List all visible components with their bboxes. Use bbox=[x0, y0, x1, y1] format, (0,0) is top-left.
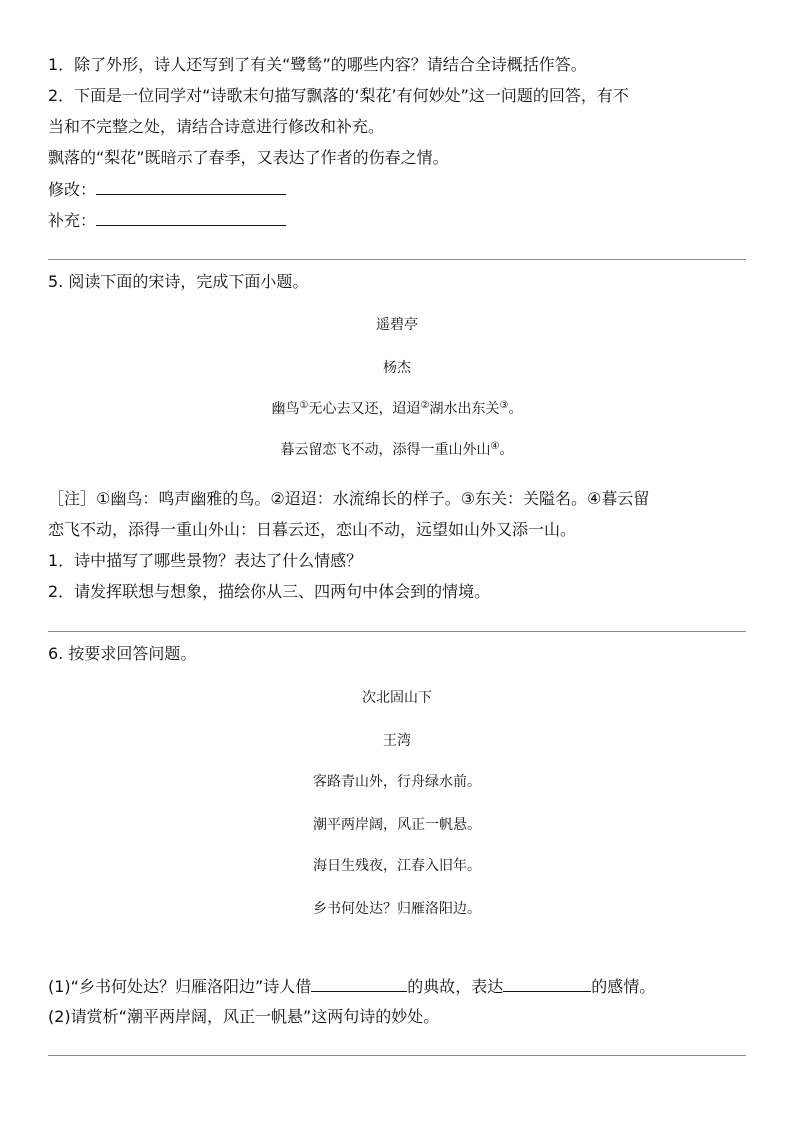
allusion-blank[interactable] bbox=[311, 976, 407, 992]
supplement-blank[interactable] bbox=[96, 210, 286, 226]
poem-6-line-2: 潮平两岸阔，风正一帆悬。 bbox=[313, 817, 481, 833]
section-5-heading: 5. 阅读下面的宋诗，完成下面小题。 bbox=[48, 272, 309, 291]
revise-blank[interactable] bbox=[96, 179, 286, 195]
section-6-heading: 6. 按要求回答问题。 bbox=[48, 644, 197, 663]
poem-6-line-3: 海日生残夜，江春入旧年。 bbox=[313, 858, 481, 874]
poem-6-title: 次北固山下 bbox=[362, 690, 432, 706]
question-6-2: (2)请赏析“潮平两岸阔，风正一帆悬”这两句诗的妙处。 bbox=[48, 1007, 440, 1026]
poem-6-author: 王湾 bbox=[383, 733, 411, 749]
poem-5-note-line2: 恋飞不动，添得一重山外山：日暮云还，恋山不动，远望如山外又添一山。 bbox=[48, 520, 577, 539]
student-answer: 飘落的“梨花”既暗示了春季，又表达了作者的伤春之情。 bbox=[48, 148, 449, 167]
supplement-row bbox=[48, 210, 286, 231]
revise-label: 修改： bbox=[48, 180, 97, 199]
revise-row bbox=[48, 179, 286, 200]
poem-5-line-2: 暮云留恋飞不动，添得一重山外山④。 bbox=[280, 441, 514, 458]
question-6-1-text: 的典故，表达 bbox=[407, 977, 504, 996]
footnote-marker: ① bbox=[299, 400, 309, 411]
question-4-2-line1: 2．下面是一位同学对“诗歌末句描写飘落的‘梨花’有何妙处”这一问题的回答，有不 bbox=[48, 86, 629, 105]
question-6-1-text: (1)“乡书何处达？归雁洛阳边”诗人借 bbox=[48, 977, 312, 996]
footnote-marker: ② bbox=[420, 400, 430, 411]
footnote-marker: ④ bbox=[490, 441, 500, 452]
poem-5-author: 杨杰 bbox=[383, 360, 411, 376]
poem-5-title: 遥碧亭 bbox=[376, 317, 418, 333]
poem-6-line-4: 乡书何处达？归雁洛阳边。 bbox=[313, 901, 481, 917]
section-divider bbox=[48, 259, 746, 260]
section-divider bbox=[48, 1055, 746, 1056]
footnote-marker: ③ bbox=[499, 400, 509, 411]
question-6-1 bbox=[48, 976, 655, 997]
question-4-2-line2: 当和不完整之处，请结合诗意进行修改和补充。 bbox=[48, 117, 385, 136]
supplement-label: 补充： bbox=[48, 211, 97, 230]
question-5-1: 1．诗中描写了哪些景物？表达了什么情感？ bbox=[48, 551, 363, 570]
emotion-blank[interactable] bbox=[503, 976, 591, 992]
question-5-2: 2．请发挥联想与想象，描绘你从三、四两句中体会到的情境。 bbox=[48, 582, 491, 601]
question-6-1-text: 的感情。 bbox=[591, 977, 656, 996]
poem-5-line-1: 幽鸟①无心去又还，迢迢②湖水出东关③。 bbox=[271, 400, 523, 417]
poem-6-line-1: 客路青山外，行舟绿水前。 bbox=[313, 774, 481, 790]
poem-5-note-line1: ［注］①幽鸟：鸣声幽雅的鸟。②迢迢：水流绵长的样子。③东关：关隘名。④暮云留 bbox=[48, 489, 650, 508]
section-divider bbox=[48, 631, 746, 632]
question-4-1: 1．除了外形，诗人还写到了有关“鹭鸶”的哪些内容？请结合全诗概括作答。 bbox=[48, 55, 587, 74]
